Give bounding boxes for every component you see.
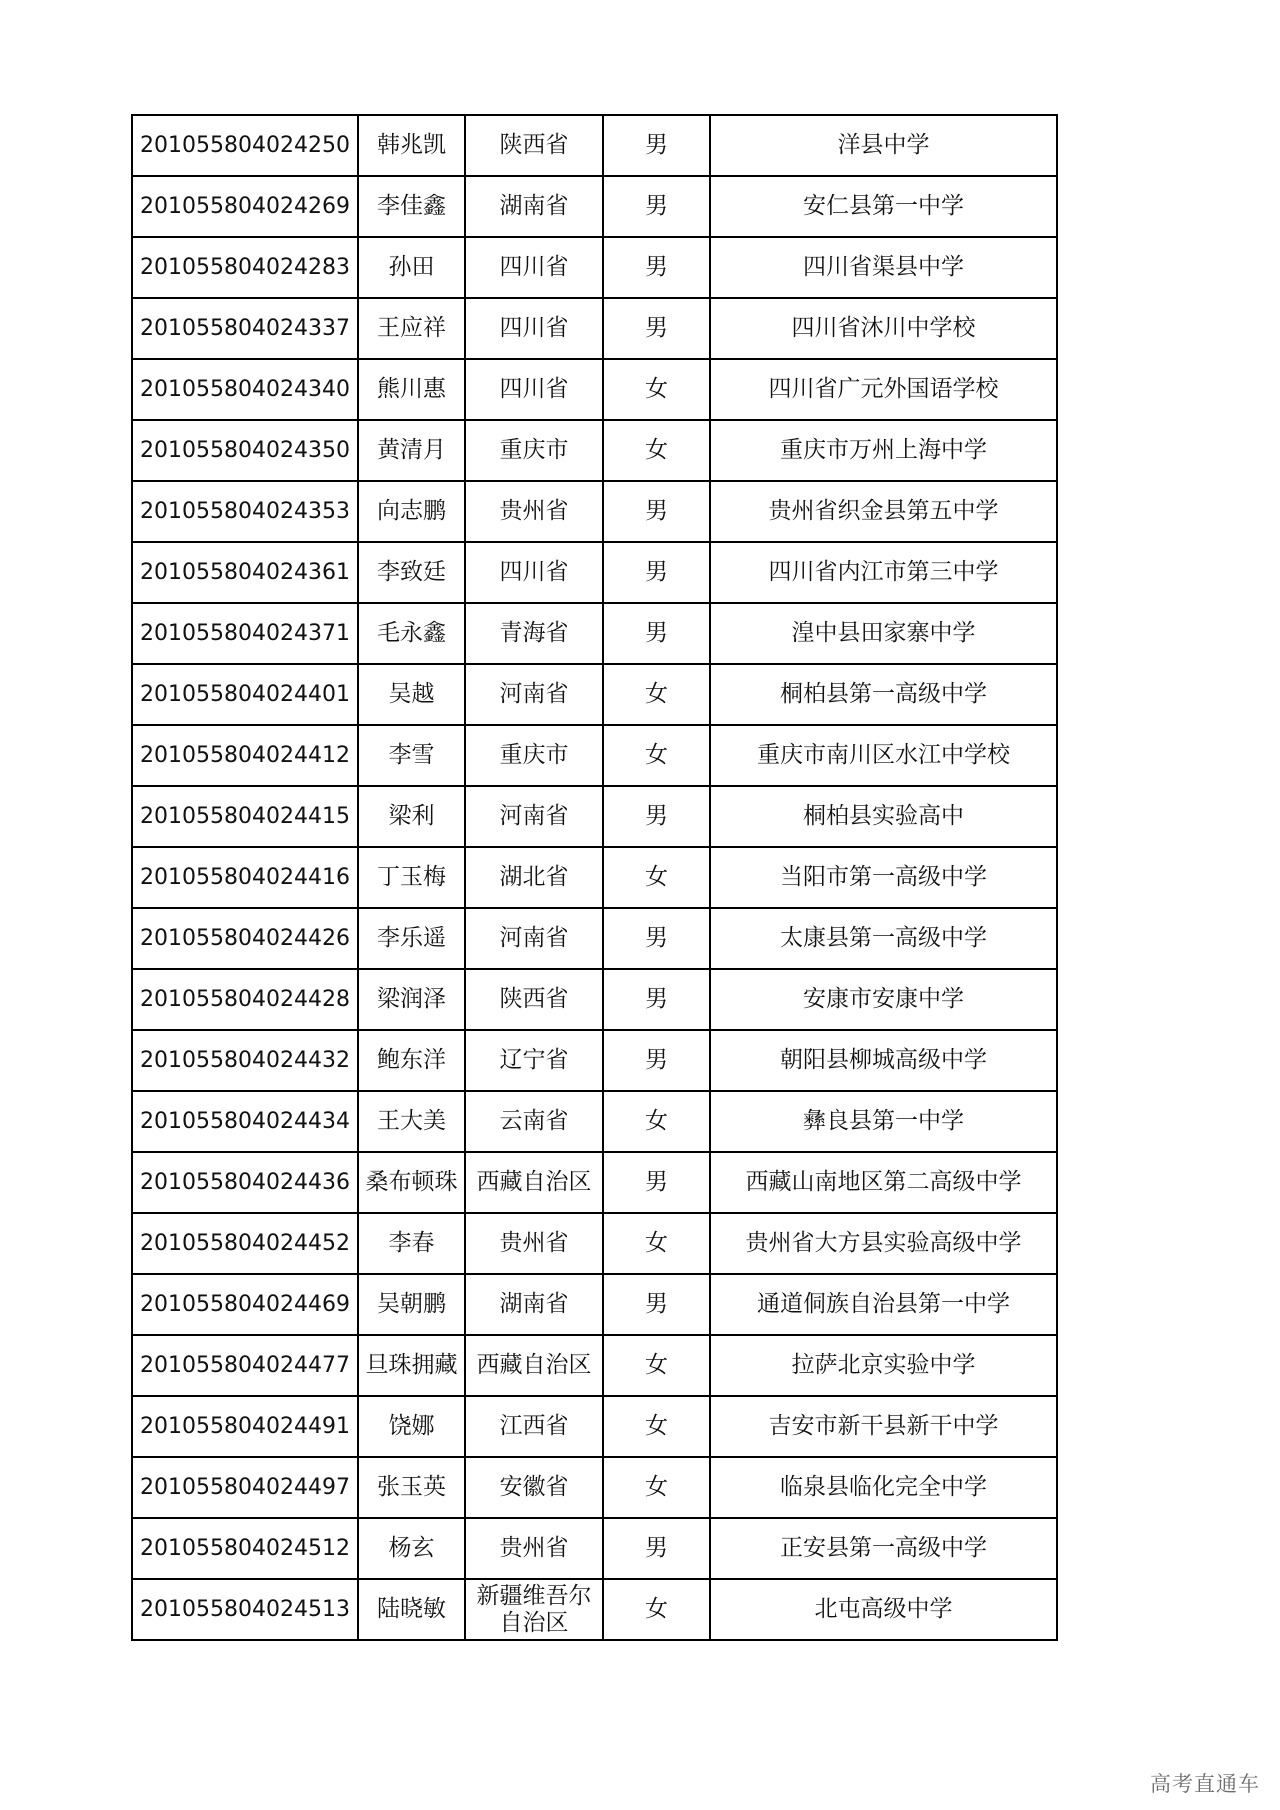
table-row bbox=[132, 1274, 1057, 1335]
cell-student-name bbox=[358, 1335, 465, 1396]
cell-province-text: 陕西省 bbox=[499, 132, 569, 158]
cell-exam-id bbox=[132, 664, 358, 725]
cell-exam-id-text: 201055804024337 bbox=[140, 316, 350, 341]
cell-sex-text: 女 bbox=[645, 1230, 668, 1256]
cell-sex bbox=[603, 481, 710, 542]
cell-exam-id-text: 201055804024512 bbox=[140, 1536, 350, 1561]
cell-school bbox=[710, 1030, 1057, 1091]
cell-sex-text: 女 bbox=[645, 742, 668, 768]
cell-school-text: 贵州省大方县实验高级中学 bbox=[745, 1230, 1022, 1256]
cell-school bbox=[710, 1335, 1057, 1396]
cell-student-name-text: 旦珠拥藏 bbox=[365, 1352, 458, 1378]
cell-sex bbox=[603, 664, 710, 725]
cell-student-name-text: 韩兆凯 bbox=[377, 132, 446, 158]
cell-student-name bbox=[358, 725, 465, 786]
table-row bbox=[132, 359, 1057, 420]
cell-province-text: 江西省 bbox=[499, 1413, 569, 1439]
cell-school bbox=[710, 725, 1057, 786]
cell-student-name bbox=[358, 1213, 465, 1274]
cell-school-text: 桐柏县第一高级中学 bbox=[780, 681, 987, 707]
cell-sex bbox=[603, 1396, 710, 1457]
cell-student-name bbox=[358, 420, 465, 481]
cell-exam-id-text: 201055804024269 bbox=[140, 194, 350, 219]
cell-school bbox=[710, 481, 1057, 542]
cell-province bbox=[465, 847, 603, 908]
cell-province bbox=[465, 1274, 603, 1335]
table-row bbox=[132, 664, 1057, 725]
cell-exam-id-text: 201055804024416 bbox=[140, 865, 350, 890]
cell-school bbox=[710, 1274, 1057, 1335]
cell-student-name bbox=[358, 1579, 465, 1640]
cell-province-text: 四川省 bbox=[499, 254, 569, 280]
cell-province-text: 陕西省 bbox=[499, 986, 569, 1012]
cell-school bbox=[710, 1579, 1057, 1640]
cell-exam-id-text: 201055804024469 bbox=[140, 1292, 350, 1317]
table-row bbox=[132, 420, 1057, 481]
table-row bbox=[132, 603, 1057, 664]
cell-sex bbox=[603, 1274, 710, 1335]
cell-exam-id bbox=[132, 1457, 358, 1518]
cell-student-name-text: 陆晓敏 bbox=[377, 1596, 446, 1622]
cell-sex-text: 男 bbox=[645, 498, 668, 524]
cell-sex bbox=[603, 1213, 710, 1274]
cell-sex bbox=[603, 1335, 710, 1396]
cell-student-name bbox=[358, 1518, 465, 1579]
cell-sex bbox=[603, 1091, 710, 1152]
cell-province-text: 四川省 bbox=[499, 315, 569, 341]
cell-exam-id-text: 201055804024283 bbox=[140, 255, 350, 280]
cell-sex bbox=[603, 786, 710, 847]
cell-student-name bbox=[358, 786, 465, 847]
roster-body bbox=[132, 115, 1057, 1640]
table-row bbox=[132, 1335, 1057, 1396]
cell-exam-id-text: 201055804024497 bbox=[140, 1475, 350, 1500]
table-row bbox=[132, 1152, 1057, 1213]
cell-province bbox=[465, 1152, 603, 1213]
cell-student-name-text: 向志鹏 bbox=[377, 498, 446, 524]
cell-exam-id bbox=[132, 115, 358, 176]
cell-sex-text: 男 bbox=[645, 559, 668, 585]
cell-sex-text: 女 bbox=[645, 1474, 668, 1500]
cell-exam-id bbox=[132, 603, 358, 664]
table-row bbox=[132, 1030, 1057, 1091]
cell-sex-text: 男 bbox=[645, 803, 668, 829]
cell-exam-id bbox=[132, 298, 358, 359]
cell-sex bbox=[603, 603, 710, 664]
cell-sex bbox=[603, 1457, 710, 1518]
cell-school-text: 西藏山南地区第二高级中学 bbox=[745, 1169, 1022, 1195]
cell-student-name-text: 李雪 bbox=[388, 742, 435, 768]
cell-sex bbox=[603, 298, 710, 359]
cell-school-text: 拉萨北京实验中学 bbox=[791, 1352, 976, 1378]
cell-school-text: 四川省渠县中学 bbox=[803, 254, 964, 280]
cell-student-name-text: 杨玄 bbox=[388, 1535, 435, 1561]
cell-province bbox=[465, 237, 603, 298]
cell-school bbox=[710, 1213, 1057, 1274]
cell-province bbox=[465, 1091, 603, 1152]
cell-school-text: 朝阳县柳城高级中学 bbox=[780, 1047, 987, 1073]
cell-student-name-text: 李致廷 bbox=[377, 559, 446, 585]
cell-province-text: 重庆市 bbox=[499, 437, 569, 463]
cell-school-text: 临泉县临化完全中学 bbox=[780, 1474, 987, 1500]
cell-sex-text: 男 bbox=[645, 986, 668, 1012]
cell-exam-id bbox=[132, 1579, 358, 1640]
cell-student-name-text: 梁润泽 bbox=[377, 986, 446, 1012]
cell-exam-id bbox=[132, 237, 358, 298]
cell-school-text: 四川省广元外国语学校 bbox=[768, 376, 999, 402]
cell-exam-id bbox=[132, 1213, 358, 1274]
cell-exam-id-text: 201055804024426 bbox=[140, 926, 350, 951]
cell-school bbox=[710, 1091, 1057, 1152]
cell-province-text: 四川省 bbox=[499, 376, 569, 402]
student-roster-table bbox=[131, 114, 1058, 1641]
cell-province bbox=[465, 176, 603, 237]
cell-sex bbox=[603, 420, 710, 481]
cell-exam-id bbox=[132, 1335, 358, 1396]
cell-student-name-text: 熊川惠 bbox=[377, 376, 446, 402]
cell-school bbox=[710, 603, 1057, 664]
table-row bbox=[132, 786, 1057, 847]
cell-exam-id-text: 201055804024340 bbox=[140, 377, 350, 402]
cell-sex bbox=[603, 1152, 710, 1213]
cell-school-text: 桐柏县实验高中 bbox=[803, 803, 964, 829]
cell-exam-id bbox=[132, 1152, 358, 1213]
cell-student-name bbox=[358, 237, 465, 298]
cell-school bbox=[710, 237, 1057, 298]
cell-school bbox=[710, 298, 1057, 359]
cell-province-text: 湖北省 bbox=[499, 864, 569, 890]
cell-sex-text: 女 bbox=[645, 681, 668, 707]
table-row bbox=[132, 969, 1057, 1030]
cell-sex-text: 男 bbox=[645, 620, 668, 646]
cell-exam-id bbox=[132, 176, 358, 237]
cell-school bbox=[710, 847, 1057, 908]
cell-sex-text: 女 bbox=[645, 437, 668, 463]
cell-sex bbox=[603, 908, 710, 969]
cell-school-text: 洋县中学 bbox=[837, 132, 930, 158]
cell-student-name-text: 鲍东洋 bbox=[377, 1047, 446, 1073]
cell-school-text: 四川省沐川中学校 bbox=[791, 315, 976, 341]
cell-sex bbox=[603, 847, 710, 908]
cell-sex bbox=[603, 115, 710, 176]
cell-province-text: 贵州省 bbox=[499, 1535, 569, 1561]
cell-school bbox=[710, 1457, 1057, 1518]
cell-exam-id-text: 201055804024353 bbox=[140, 499, 350, 524]
cell-school bbox=[710, 664, 1057, 725]
cell-school-text: 安康市安康中学 bbox=[803, 986, 964, 1012]
cell-school-text: 四川省内江市第三中学 bbox=[768, 559, 999, 585]
cell-exam-id bbox=[132, 359, 358, 420]
cell-province-text: 重庆市 bbox=[499, 742, 569, 768]
cell-school bbox=[710, 1396, 1057, 1457]
cell-province bbox=[465, 725, 603, 786]
table-row bbox=[132, 1396, 1057, 1457]
table-row bbox=[132, 1457, 1057, 1518]
cell-exam-id bbox=[132, 1091, 358, 1152]
cell-student-name bbox=[358, 908, 465, 969]
cell-exam-id-text: 201055804024361 bbox=[140, 560, 350, 585]
table-row bbox=[132, 908, 1057, 969]
cell-sex-text: 男 bbox=[645, 193, 668, 219]
cell-student-name bbox=[358, 1457, 465, 1518]
cell-sex bbox=[603, 542, 710, 603]
cell-exam-id-text: 201055804024415 bbox=[140, 804, 350, 829]
cell-school bbox=[710, 176, 1057, 237]
table-row bbox=[132, 1579, 1057, 1640]
cell-exam-id bbox=[132, 420, 358, 481]
cell-province-text: 湖南省 bbox=[499, 193, 569, 219]
cell-exam-id-text: 201055804024434 bbox=[140, 1109, 350, 1134]
cell-sex-text: 男 bbox=[645, 315, 668, 341]
cell-student-name-text: 王应祥 bbox=[377, 315, 446, 341]
cell-student-name-text: 李乐遥 bbox=[377, 925, 446, 951]
cell-exam-id bbox=[132, 847, 358, 908]
cell-sex-text: 男 bbox=[645, 925, 668, 951]
cell-sex-text: 男 bbox=[645, 1535, 668, 1561]
cell-province-text: 云南省 bbox=[499, 1108, 569, 1134]
cell-province-text: 西藏自治区 bbox=[476, 1169, 592, 1195]
cell-school bbox=[710, 359, 1057, 420]
cell-province bbox=[465, 298, 603, 359]
cell-province bbox=[465, 664, 603, 725]
cell-student-name bbox=[358, 1091, 465, 1152]
cell-exam-id-text: 201055804024412 bbox=[140, 743, 350, 768]
cell-exam-id-text: 201055804024513 bbox=[140, 1597, 350, 1622]
cell-student-name bbox=[358, 115, 465, 176]
cell-sex bbox=[603, 1030, 710, 1091]
cell-sex-text: 男 bbox=[645, 132, 668, 158]
cell-province bbox=[465, 481, 603, 542]
table-row bbox=[132, 542, 1057, 603]
cell-province-text: 河南省 bbox=[499, 925, 569, 951]
cell-exam-id bbox=[132, 1518, 358, 1579]
cell-exam-id-text: 201055804024452 bbox=[140, 1231, 350, 1256]
cell-school-text: 太康县第一高级中学 bbox=[780, 925, 987, 951]
cell-sex bbox=[603, 969, 710, 1030]
cell-province-text: 四川省 bbox=[499, 559, 569, 585]
cell-province-text: 湖南省 bbox=[499, 1291, 569, 1317]
cell-sex bbox=[603, 725, 710, 786]
cell-student-name bbox=[358, 1152, 465, 1213]
cell-student-name bbox=[358, 298, 465, 359]
cell-province bbox=[465, 1457, 603, 1518]
cell-student-name-text: 王大美 bbox=[377, 1108, 446, 1134]
cell-student-name-text: 黄清月 bbox=[377, 437, 446, 463]
table-row bbox=[132, 1518, 1057, 1579]
cell-sex-text: 女 bbox=[645, 1596, 668, 1622]
cell-student-name-text: 李春 bbox=[388, 1230, 435, 1256]
cell-province bbox=[465, 115, 603, 176]
cell-student-name-text: 丁玉梅 bbox=[377, 864, 446, 890]
cell-exam-id bbox=[132, 786, 358, 847]
cell-exam-id bbox=[132, 1274, 358, 1335]
cell-sex-text: 女 bbox=[645, 1413, 668, 1439]
cell-sex bbox=[603, 237, 710, 298]
cell-sex bbox=[603, 1518, 710, 1579]
cell-province bbox=[465, 786, 603, 847]
cell-sex-text: 男 bbox=[645, 1291, 668, 1317]
cell-sex-text: 男 bbox=[645, 254, 668, 280]
table-row bbox=[132, 847, 1057, 908]
cell-school-text: 安仁县第一中学 bbox=[803, 193, 964, 219]
cell-student-name bbox=[358, 847, 465, 908]
cell-exam-id-text: 201055804024371 bbox=[140, 621, 350, 646]
cell-student-name-text: 吴越 bbox=[388, 681, 435, 707]
cell-sex-text: 女 bbox=[645, 1352, 668, 1378]
cell-province bbox=[465, 542, 603, 603]
cell-school-text: 正安县第一高级中学 bbox=[780, 1535, 987, 1561]
cell-province bbox=[465, 1213, 603, 1274]
cell-school-text: 湟中县田家寨中学 bbox=[791, 620, 976, 646]
cell-province-text: 河南省 bbox=[499, 681, 569, 707]
cell-province-text: 青海省 bbox=[499, 620, 569, 646]
cell-province-text: 河南省 bbox=[499, 803, 569, 829]
cell-exam-id bbox=[132, 542, 358, 603]
table-row bbox=[132, 115, 1057, 176]
cell-school-text: 北屯高级中学 bbox=[814, 1596, 953, 1622]
cell-exam-id-text: 201055804024432 bbox=[140, 1048, 350, 1073]
cell-sex-text: 女 bbox=[645, 376, 668, 402]
cell-school bbox=[710, 115, 1057, 176]
cell-exam-id-text: 201055804024350 bbox=[140, 438, 350, 463]
cell-student-name-text: 孙田 bbox=[388, 254, 435, 280]
cell-exam-id bbox=[132, 969, 358, 1030]
cell-exam-id-text: 201055804024250 bbox=[140, 133, 350, 158]
cell-student-name bbox=[358, 481, 465, 542]
cell-exam-id-text: 201055804024491 bbox=[140, 1414, 350, 1439]
cell-province bbox=[465, 1518, 603, 1579]
cell-province-text: 辽宁省 bbox=[499, 1047, 569, 1073]
cell-exam-id bbox=[132, 908, 358, 969]
cell-school-text: 贵州省织金县第五中学 bbox=[768, 498, 999, 524]
cell-school-text: 重庆市万州上海中学 bbox=[780, 437, 987, 463]
cell-student-name-text: 李佳鑫 bbox=[377, 193, 446, 219]
cell-province bbox=[465, 1579, 603, 1640]
cell-exam-id-text: 201055804024436 bbox=[140, 1170, 350, 1195]
cell-student-name bbox=[358, 969, 465, 1030]
table-row bbox=[132, 1213, 1057, 1274]
cell-sex-text: 男 bbox=[645, 1169, 668, 1195]
cell-school bbox=[710, 969, 1057, 1030]
cell-exam-id-text: 201055804024401 bbox=[140, 682, 350, 707]
cell-student-name-text: 毛永鑫 bbox=[377, 620, 446, 646]
cell-student-name-text: 梁利 bbox=[388, 803, 435, 829]
watermark-text: 高考直通车 bbox=[1150, 1772, 1260, 1796]
cell-student-name bbox=[358, 359, 465, 420]
cell-school-text: 彝良县第一中学 bbox=[803, 1108, 964, 1134]
cell-student-name bbox=[358, 603, 465, 664]
cell-province bbox=[465, 1396, 603, 1457]
cell-student-name-text: 吴朝鹏 bbox=[377, 1291, 446, 1317]
cell-sex-text: 女 bbox=[645, 864, 668, 890]
cell-school-text: 吉安市新干县新干中学 bbox=[768, 1413, 999, 1439]
table-row bbox=[132, 176, 1057, 237]
cell-province-text: 安徽省 bbox=[499, 1474, 569, 1500]
cell-sex-text: 男 bbox=[645, 1047, 668, 1073]
cell-student-name bbox=[358, 1396, 465, 1457]
cell-school bbox=[710, 908, 1057, 969]
cell-school-text: 重庆市南川区水江中学校 bbox=[757, 742, 1010, 768]
cell-exam-id-text: 201055804024428 bbox=[140, 987, 350, 1012]
cell-sex bbox=[603, 1579, 710, 1640]
cell-sex bbox=[603, 359, 710, 420]
cell-exam-id-text: 201055804024477 bbox=[140, 1353, 350, 1378]
cell-province bbox=[465, 908, 603, 969]
cell-school bbox=[710, 1518, 1057, 1579]
cell-exam-id bbox=[132, 1030, 358, 1091]
cell-province bbox=[465, 420, 603, 481]
cell-school bbox=[710, 786, 1057, 847]
cell-student-name bbox=[358, 1274, 465, 1335]
cell-student-name bbox=[358, 176, 465, 237]
cell-province bbox=[465, 969, 603, 1030]
table-row bbox=[132, 1091, 1057, 1152]
cell-school bbox=[710, 1152, 1057, 1213]
table-row bbox=[132, 237, 1057, 298]
cell-province-text: 新疆维吾尔自治区 bbox=[476, 1582, 592, 1636]
table-row bbox=[132, 725, 1057, 786]
cell-student-name bbox=[358, 542, 465, 603]
cell-province-text: 贵州省 bbox=[499, 1230, 569, 1256]
cell-student-name-text: 桑布顿珠 bbox=[365, 1169, 458, 1195]
cell-student-name-text: 饶娜 bbox=[388, 1413, 435, 1439]
cell-student-name-text: 张玉英 bbox=[377, 1474, 446, 1500]
table-row bbox=[132, 481, 1057, 542]
cell-exam-id bbox=[132, 1396, 358, 1457]
cell-province bbox=[465, 359, 603, 420]
cell-province-text: 贵州省 bbox=[499, 498, 569, 524]
cell-province bbox=[465, 1335, 603, 1396]
cell-school-text: 当阳市第一高级中学 bbox=[780, 864, 987, 890]
cell-school-text: 通道侗族自治县第一中学 bbox=[757, 1291, 1010, 1317]
cell-student-name bbox=[358, 1030, 465, 1091]
table-row bbox=[132, 298, 1057, 359]
cell-sex bbox=[603, 176, 710, 237]
cell-province-text: 西藏自治区 bbox=[476, 1352, 592, 1378]
cell-school bbox=[710, 420, 1057, 481]
cell-sex-text: 女 bbox=[645, 1108, 668, 1134]
cell-province bbox=[465, 1030, 603, 1091]
cell-exam-id bbox=[132, 481, 358, 542]
cell-student-name bbox=[358, 664, 465, 725]
cell-school bbox=[710, 542, 1057, 603]
cell-exam-id bbox=[132, 725, 358, 786]
cell-province bbox=[465, 603, 603, 664]
